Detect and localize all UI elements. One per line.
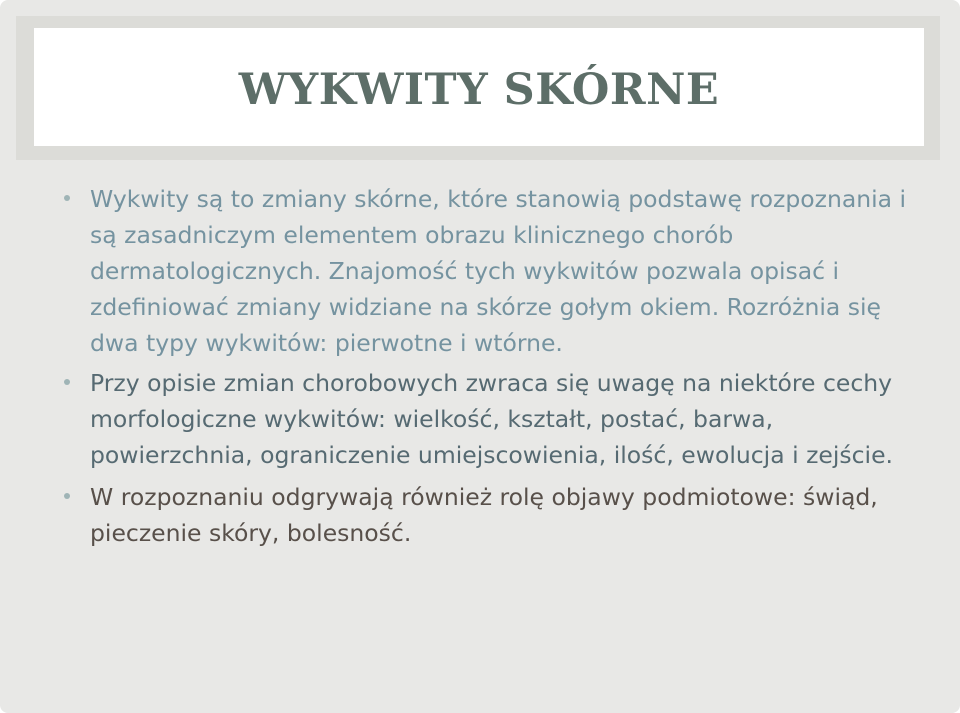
bullet-item	[62, 365, 922, 473]
slide-title: WYKWITY SKÓRNE	[238, 65, 720, 115]
bullet-dot-icon	[64, 379, 70, 385]
slide-content	[62, 181, 922, 551]
bullet-text: W rozpoznaniu odgrywają również rolę objawy podmiotowe: świąd, pieczenie skóry, bolesność.	[90, 483, 878, 547]
bullet-item	[62, 479, 922, 551]
bullet-dot-icon	[64, 195, 70, 201]
bullet-item	[62, 181, 922, 361]
bullet-dot-icon	[64, 493, 70, 499]
bullet-text: Przy opisie zmian chorobowych zwraca się uwagę na niektóre cechy morfologiczne wykwitów: wielkość, kształt, postać, barwa, powierzchnia, ograniczenie umiejscowienia, ilość, ewolucja i zejście.	[90, 369, 894, 469]
bullet-text: Wykwity są to zmiany skórne, które stanowią podstawę rozpoznania i są zasadniczym elementem obrazu klinicznego chorób dermatologicznych. Znajomość tych wykwitów pozwala opisać i zdefiniować zmiany widziane na skórze gołym okiem. Rozróżnia się dwa typy wykwitów: pierwotne i wtórne.	[90, 185, 907, 357]
title-box	[34, 28, 924, 146]
